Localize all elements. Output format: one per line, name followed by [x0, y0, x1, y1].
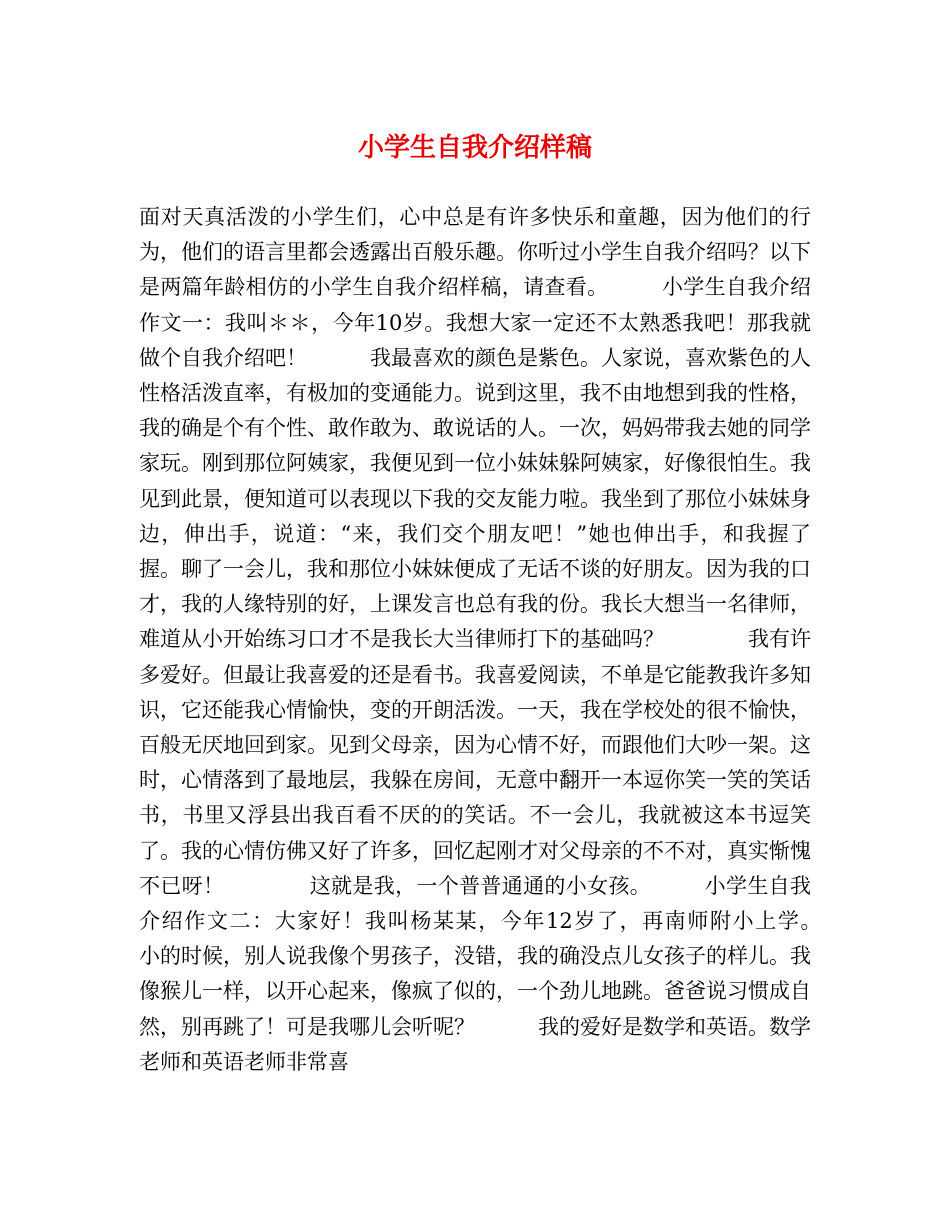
document-title: 小学生自我介绍样稿 — [357, 133, 592, 163]
document-body: 面对天真活泼的小学生们，心中总是有许多快乐和童趣，因为他们的行为，他们的语言里都会透露出百般乐趣。你听过小学生自我介绍吗？以下是两篇年龄相仿的小学生自我介绍样稿，请查看。 小学生自我介绍作文一：我叫＊＊，今年10岁。我想大家一定还不太熟悉我吧！那我就做个自我介绍吧！ 我最喜欢的颜色是紫色。人家说，喜欢紫色的人性格活泼直率，有极加的变通能力。说到这里，我不由地想到我的性格，我的确是个有个性、敢作敢为、敢说话的人。一次，妈妈带我去她的同学家玩。刚到那位阿姨家，我便见到一位小妹妹躲阿姨家，好像很怕生。我见到此景，便知道可以表现以下我的交友能力啦。我坐到了那位小妹妹身边，伸出手，说道：“来，我们交个朋友吧！”她也伸出手，和我握了握。聊了一会儿，我和那位小妹妹便成了无话不谈的好朋友。因为我的口才，我的人缘特别的好，上课发言也总有我的份。我长大想当一名律师，难道从小开始练习口才不是我长大当律师打下的基础吗？ 我有许多爱好。但最让我喜爱的还是看书。我喜爱阅读，不单是它能教我许多知识，它还能我心情愉快，变的开朗活泼。一天，我在学校处的很不愉快，百般无厌地回到家。见到父母亲，因为心情不好，而跟他们大吵一架。这时，心情落到了最地层，我躲在房间，无意中翻开一本逗你笑一笑的笑话书，书里又浮县出我百看不厌的的笑话。不一会儿，我就被这本书逗笑了。我的心情仿佛又好了许多，回忆起刚才对父母亲的不不对，真实惭愧不已呀！ 这就是我，一个普普通通的小女孩。 小学生自我介绍作文二：大家好！我叫杨某某，今年12岁了，再南师附小上学。 小的时候，别人说我像个男孩子，没错，我的确没点儿女孩子的样儿。我像猴儿一样，以开心起来，像疯了似的，一个劲儿地跳。爸爸说习惯成自然，别再跳了！可是我哪儿会听呢？ 我的爱好是数学和英语。数学老师和英语老师非常喜 — [139, 205, 874, 1074]
